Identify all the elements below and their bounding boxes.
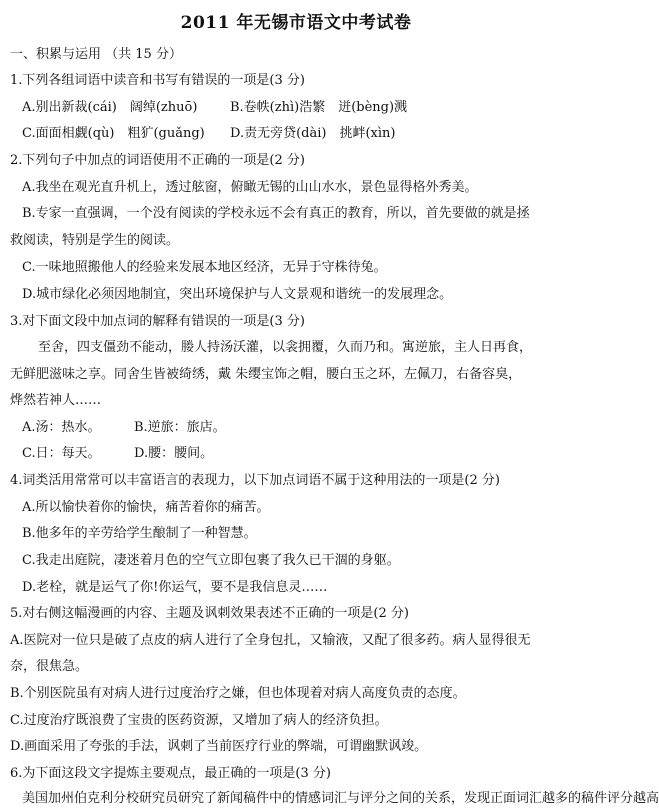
option-b-continued: 救阅读，特别是学生的阅读。 — [10, 233, 180, 248]
question-5-stem: 5.对右侧这幅漫画的内容、主题及讽刺效果表述不正确的一项是(2 分) — [10, 606, 409, 621]
option-a: A.别出新裁(cái) 阔绰(zhuō) — [22, 100, 198, 115]
question-1-stem: 1.下列各组词语中读音和书写有错误的一项是(3 分) — [10, 73, 305, 88]
option-c: C.一味地照搬他人的经验来发展本地区经济，无异于守株待兔。 — [22, 260, 387, 275]
question-1-options-row-2 — [22, 125, 395, 143]
option-c: C.日：每天。 — [22, 446, 101, 461]
question-1-options-row-1 — [22, 99, 407, 117]
option-a: A.所以愉快着你的愉快，痛苦着你的痛苦。 — [22, 500, 270, 515]
option-a: A.医院对一位只是破了点皮的病人进行了全身包扎，又输液，又配了很多药。病人显得很无 — [10, 633, 531, 648]
passage-line: 无鲜肥滋味之享。同舍生皆被绮绣，戴 朱缨宝饰之帽，腰白玉之环，左佩刀，右备容臭， — [10, 367, 522, 382]
option-b: B.他多年的辛劳给学生酿制了一种智慧。 — [22, 526, 257, 541]
passage-line: 至舍，四支僵劲不能动，媵人持汤沃灌，以衾拥覆，久而乃和。寓逆旅，主人日再食， — [38, 340, 533, 355]
option-d: D.老栓，就是运气了你!你运气，要不是我信息灵…… — [22, 580, 328, 595]
passage-line: 烨然若神人…… — [10, 393, 102, 408]
option-d: D.责无旁贷(dài) 挑衅(xìn) — [230, 126, 396, 141]
option-b: B.逆旅：旅店。 — [134, 420, 226, 435]
option-d: D.腰：腰间。 — [134, 446, 214, 461]
question-3-stem: 3.对下面文段中加点词的解释有错误的一项是(3 分) — [10, 314, 305, 329]
question-2-stem: 2.下列句子中加点的词语使用不正确的一项是(2 分) — [10, 153, 305, 168]
option-a: A.汤：热水。 — [22, 420, 101, 435]
section-heading: 一、积累与运用 （共 15 分） — [10, 47, 182, 62]
passage-line-cut: 美国加州伯克利分校研究员研究了新闻稿件中的情感词汇与评分之间的关系，发现正面词汇越多的稿件评分越高 — [22, 791, 659, 806]
option-a: A.我坐在观光直升机上，透过舷窗，俯瞰无锡的山山水水，景色显得格外秀美。 — [22, 180, 478, 195]
option-a-continued: 奈，很焦急。 — [10, 659, 89, 674]
option-d: D.城市绿化必须因地制宜，突出环境保护与人文景观和谐统一的发展理念。 — [22, 287, 453, 302]
question-4-stem: 4.词类活用常常可以丰富语言的表现力，以下加点词语不属于这种用法的一项是(2 分) — [10, 473, 500, 488]
option-b: B.专家一直强调，一个没有阅读的学校永远不会有真正的教育，所以，首先要做的就是拯 — [22, 206, 530, 221]
option-d: D.画面采用了夸张的手法，讽刺了当前医疗行业的弊端，可谓幽默讽竣。 — [10, 739, 428, 754]
question-6-stem: 6.为下面这段文字提炼主要观点，最正确的一项是(3 分) — [10, 766, 331, 781]
option-b: B.卷帙(zhì)浩繁 迸(bèng)溅 — [230, 100, 408, 115]
question-3-options-row-1 — [22, 419, 226, 437]
option-c: C.面面相觑(qù) 粗犷(guǎng) — [22, 126, 205, 141]
option-c: C.过度治疗既浪费了宝贵的医药资源，又增加了病人的经济负担。 — [10, 713, 388, 728]
option-b: B.个别医院虽有对病人进行过度治疗之嫌，但也体现着对病人高度负责的态度。 — [10, 686, 466, 701]
question-3-options-row-2 — [22, 445, 213, 463]
option-c: C.我走出庭院，凄迷着月色的空气立即包裹了我久已干涸的身躯。 — [22, 553, 400, 568]
page-title: 2011 年无锡市语文中考试卷 — [180, 13, 412, 33]
